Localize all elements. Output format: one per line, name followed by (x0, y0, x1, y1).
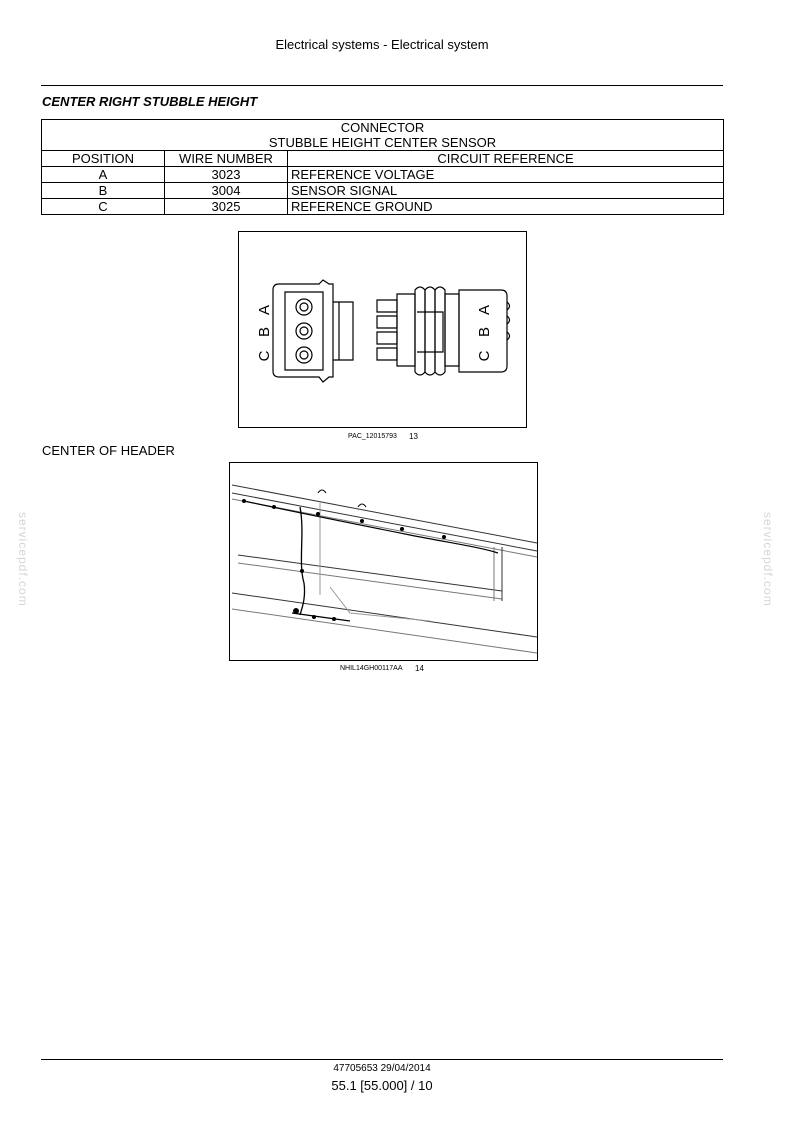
table-row (42, 199, 724, 215)
connector-drawing (239, 232, 526, 427)
left-connector-face (285, 292, 323, 370)
footer-document-number: 47705653 29/04/2014 (333, 1063, 431, 1074)
header-divider (41, 85, 723, 86)
cell-position: B (42, 183, 165, 199)
cell-position: C (42, 199, 165, 215)
section-title: CENTER RIGHT STUBBLE HEIGHT (42, 94, 258, 109)
connector-table (41, 119, 724, 215)
wire-harness (300, 507, 305, 615)
cell-wire-number: 3025 (165, 199, 288, 215)
cell-wire-number: 3023 (165, 167, 288, 183)
left-pin-label-c: C (256, 350, 273, 362)
watermark-left: servicepdf.com (16, 512, 30, 607)
right-pin-label-a: A (476, 304, 493, 316)
column-header-wire-number: WIRE NUMBER (165, 151, 288, 167)
column-header-position: POSITION (42, 151, 165, 167)
left-pin-label-b: B (256, 326, 273, 338)
table-row (42, 167, 724, 183)
figure14-caption: NHIL14GH00117AA (340, 665, 403, 672)
cell-circuit-reference: SENSOR SIGNAL (288, 183, 724, 199)
right-pin-label-b: B (476, 326, 493, 338)
right-pin-label-c: C (476, 350, 493, 362)
cell-wire-number: 3004 (165, 183, 288, 199)
footer-divider (41, 1059, 723, 1060)
figure14-number: 14 (415, 664, 424, 673)
connector-figure (238, 231, 527, 428)
figure13-caption: PAC_12015793 (348, 433, 397, 440)
header-harness-drawing (230, 463, 537, 660)
header-figure (229, 462, 538, 661)
cell-circuit-reference: REFERENCE VOLTAGE (288, 167, 724, 183)
center-of-header-label: CENTER OF HEADER (42, 443, 175, 458)
table-header-row (42, 151, 724, 167)
table-subtitle: STUBBLE HEIGHT CENTER SENSOR (42, 135, 724, 151)
cell-position: A (42, 167, 165, 183)
page-header-title: Electrical systems - Electrical system (275, 37, 489, 52)
column-header-circuit-reference: CIRCUIT REFERENCE (288, 151, 724, 167)
figure13-number: 13 (409, 432, 418, 441)
left-pin-label-a: A (256, 304, 273, 316)
footer-page-number: 55.1 [55.000] / 10 (331, 1078, 433, 1093)
table-title: CONNECTOR (42, 120, 724, 136)
watermark-right: servicepdf.com (761, 512, 775, 607)
cell-circuit-reference: REFERENCE GROUND (288, 199, 724, 215)
table-row (42, 183, 724, 199)
left-connector-body (273, 280, 333, 382)
